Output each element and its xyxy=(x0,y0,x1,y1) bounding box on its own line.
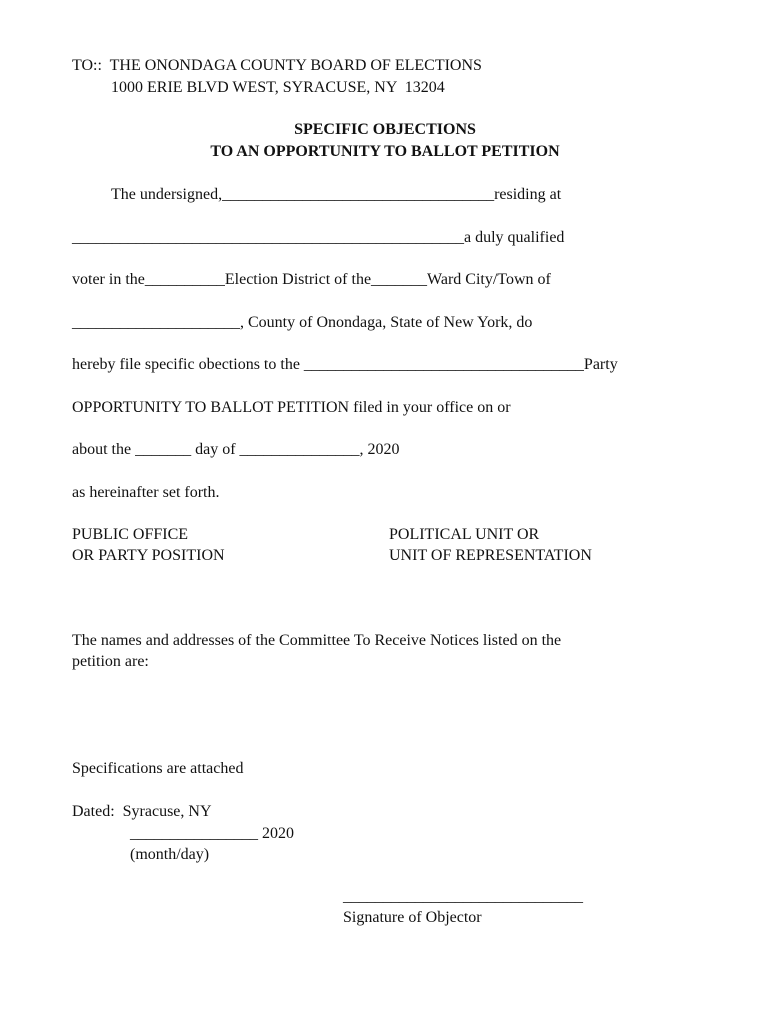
body-line-setforth: as hereinafter set forth. xyxy=(72,484,220,501)
body-line-petition: OPPORTUNITY TO BALLOT PETITION filed in your office on or xyxy=(72,399,511,416)
body-line-undersigned: The undersigned,__________________________________residing at xyxy=(111,186,562,203)
column-unit-representation: UNIT OF REPRESENTATION xyxy=(389,547,592,564)
committee-text-line2: petition are: xyxy=(72,653,149,670)
body-line-district: voter in the__________Election District of the_______Ward City/Town of xyxy=(72,271,551,288)
signature-line: ______________________________ xyxy=(343,888,583,905)
addressee-address: 1000 ERIE BLVD WEST, SYRACUSE, NY 13204 xyxy=(111,79,445,96)
addressee-line: TO:: THE ONONDAGA COUNTY BOARD OF ELECTIONS xyxy=(72,57,482,74)
body-line-qualified: _________________________________________________a duly qualified xyxy=(72,229,565,246)
body-line-date: about the _______ day of _______________, 2020 xyxy=(72,441,400,458)
column-political-unit: POLITICAL UNIT OR xyxy=(389,526,540,543)
committee-text-line1: The names and addresses of the Committee To Receive Notices listed on the xyxy=(72,632,562,649)
body-line-county: _____________________, County of Onondaga, State of New York, do xyxy=(72,314,533,331)
body-line-party: hereby file specific obections to the ___________________________________Party xyxy=(72,356,618,373)
date-hint: (month/day) xyxy=(130,846,210,863)
column-party-position: OR PARTY POSITION xyxy=(72,547,225,564)
specifications-note: Specifications are attached xyxy=(72,760,244,777)
form-title-line1: SPECIFIC OBJECTIONS xyxy=(294,121,476,138)
date-blank-line: ________________ 2020 xyxy=(130,825,294,842)
dated-label: Dated: Syracuse, NY xyxy=(72,803,212,820)
column-public-office: PUBLIC OFFICE xyxy=(72,526,189,543)
form-title-line2: TO AN OPPORTUNITY TO BALLOT PETITION xyxy=(210,143,560,160)
signature-label: Signature of Objector xyxy=(343,909,482,926)
